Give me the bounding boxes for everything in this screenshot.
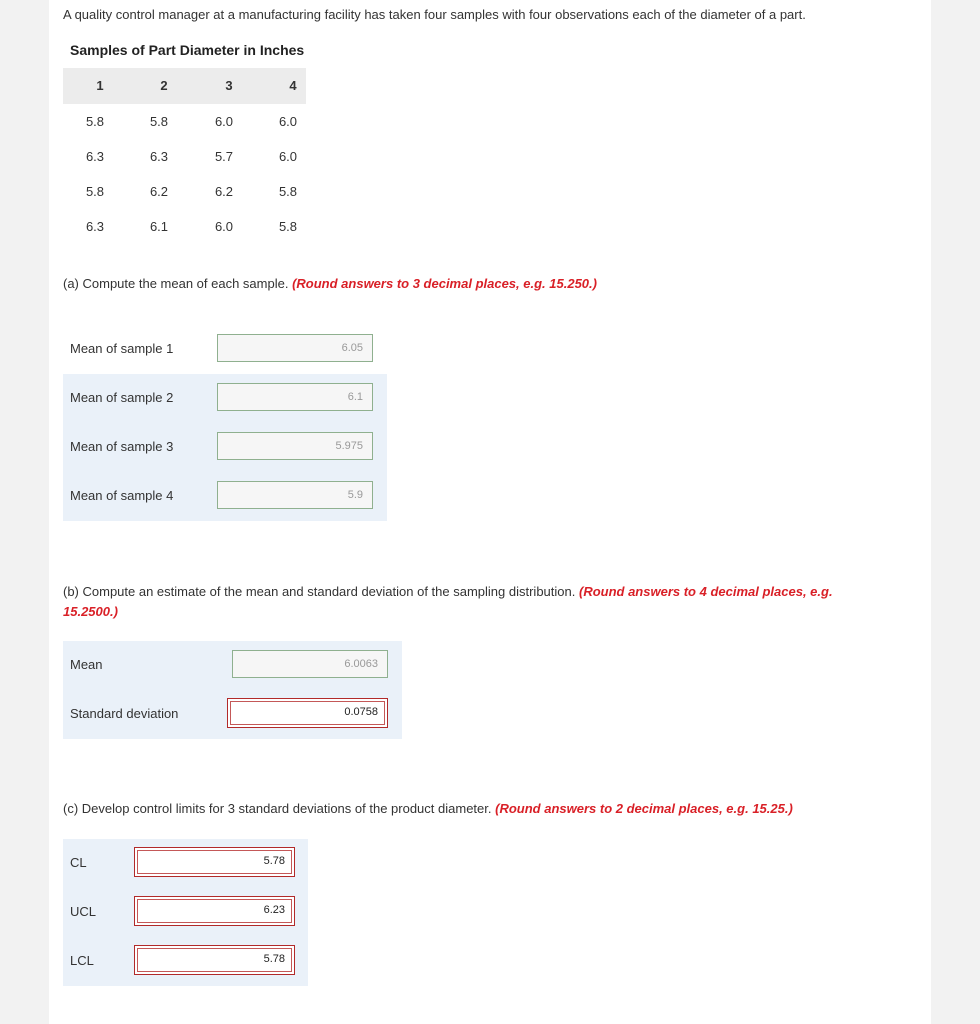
table-cell: 5.8 (278, 219, 298, 234)
part-a-question-text: (a) Compute the mean of each sample. (63, 276, 289, 291)
sampling-mean-label: Mean (70, 657, 103, 672)
table-cell: 6.0 (214, 219, 234, 234)
table-cell: 6.0 (214, 114, 234, 129)
intro-text: A quality control manager at a manufacturing facility has taken four samples with four observations each of the diameter of a part. (63, 7, 806, 22)
table-cell: 6.3 (149, 149, 169, 164)
table-header-cell: 1 (96, 78, 104, 93)
mean-sample-4-row (63, 472, 387, 521)
part-b-question (63, 582, 923, 622)
ucl-row (63, 888, 308, 937)
mean-sample-2-input[interactable]: 6.1 (217, 383, 373, 411)
table-cell: 6.3 (85, 219, 105, 234)
ucl-input[interactable]: 6.23 (134, 896, 295, 926)
table-row (63, 114, 306, 134)
sampling-mean-row (63, 641, 402, 690)
mean-sample-2-label: Mean of sample 2 (70, 390, 174, 405)
mean-sample-3-row (63, 423, 387, 472)
table-cell: 6.2 (214, 184, 234, 199)
table-cell: 5.8 (85, 114, 105, 129)
cl-label: CL (70, 855, 87, 870)
table-row (63, 184, 306, 204)
part-b-question-text: (b) Compute an estimate of the mean and standard deviation of the sampling distribution. (63, 584, 576, 599)
table-cell: 5.8 (149, 114, 169, 129)
part-a-question (63, 276, 597, 291)
lcl-row (63, 937, 308, 986)
mean-sample-1-row (63, 325, 387, 374)
part-a-hint: (Round answers to 3 decimal places, e.g. 15.250.) (292, 276, 597, 291)
table-header-cell: 2 (160, 78, 168, 93)
table-header (63, 68, 306, 104)
part-b-hint-line1: (Round answers to 4 decimal places, e.g. (578, 584, 833, 599)
lcl-label: LCL (70, 953, 94, 968)
part-c-question (63, 801, 793, 816)
mean-sample-2-row (63, 374, 387, 423)
part-c-hint: (Round answers to 2 decimal places, e.g. 15.25.) (495, 801, 793, 816)
sampling-mean-input[interactable]: 6.0063 (232, 650, 388, 678)
table-title: Samples of Part Diameter in Inches (70, 42, 305, 58)
mean-sample-3-input[interactable]: 5.975 (217, 432, 373, 460)
standard-deviation-input[interactable]: 0.0758 (227, 698, 388, 728)
question-page (49, 0, 931, 1024)
mean-sample-3-label: Mean of sample 3 (70, 439, 174, 454)
part-c-question-text: (c) Develop control limits for 3 standard deviations of the product diameter. (63, 801, 492, 816)
cl-input[interactable]: 5.78 (134, 847, 295, 877)
standard-deviation-label: Standard deviation (70, 706, 179, 721)
table-row (63, 219, 306, 239)
table-cell: 5.8 (278, 184, 298, 199)
table-cell: 6.3 (85, 149, 105, 164)
table-cell: 5.7 (214, 149, 234, 164)
table-cell: 6.0 (278, 149, 298, 164)
cl-row (63, 839, 308, 888)
standard-deviation-row (63, 690, 402, 739)
table-cell: 6.1 (149, 219, 169, 234)
table-row (63, 149, 306, 169)
table-cell: 6.0 (278, 114, 298, 129)
mean-sample-1-input[interactable]: 6.05 (217, 334, 373, 362)
table-cell: 6.2 (149, 184, 169, 199)
table-header-cell: 4 (289, 78, 297, 93)
lcl-input[interactable]: 5.78 (134, 945, 295, 975)
mean-sample-4-input[interactable]: 5.9 (217, 481, 373, 509)
table-header-cell: 3 (225, 78, 233, 93)
ucl-label: UCL (70, 904, 97, 919)
mean-sample-4-label: Mean of sample 4 (70, 488, 174, 503)
mean-sample-1-label: Mean of sample 1 (70, 341, 174, 356)
part-b-hint-line2: 15.2500.) (63, 604, 118, 619)
table-cell: 5.8 (85, 184, 105, 199)
